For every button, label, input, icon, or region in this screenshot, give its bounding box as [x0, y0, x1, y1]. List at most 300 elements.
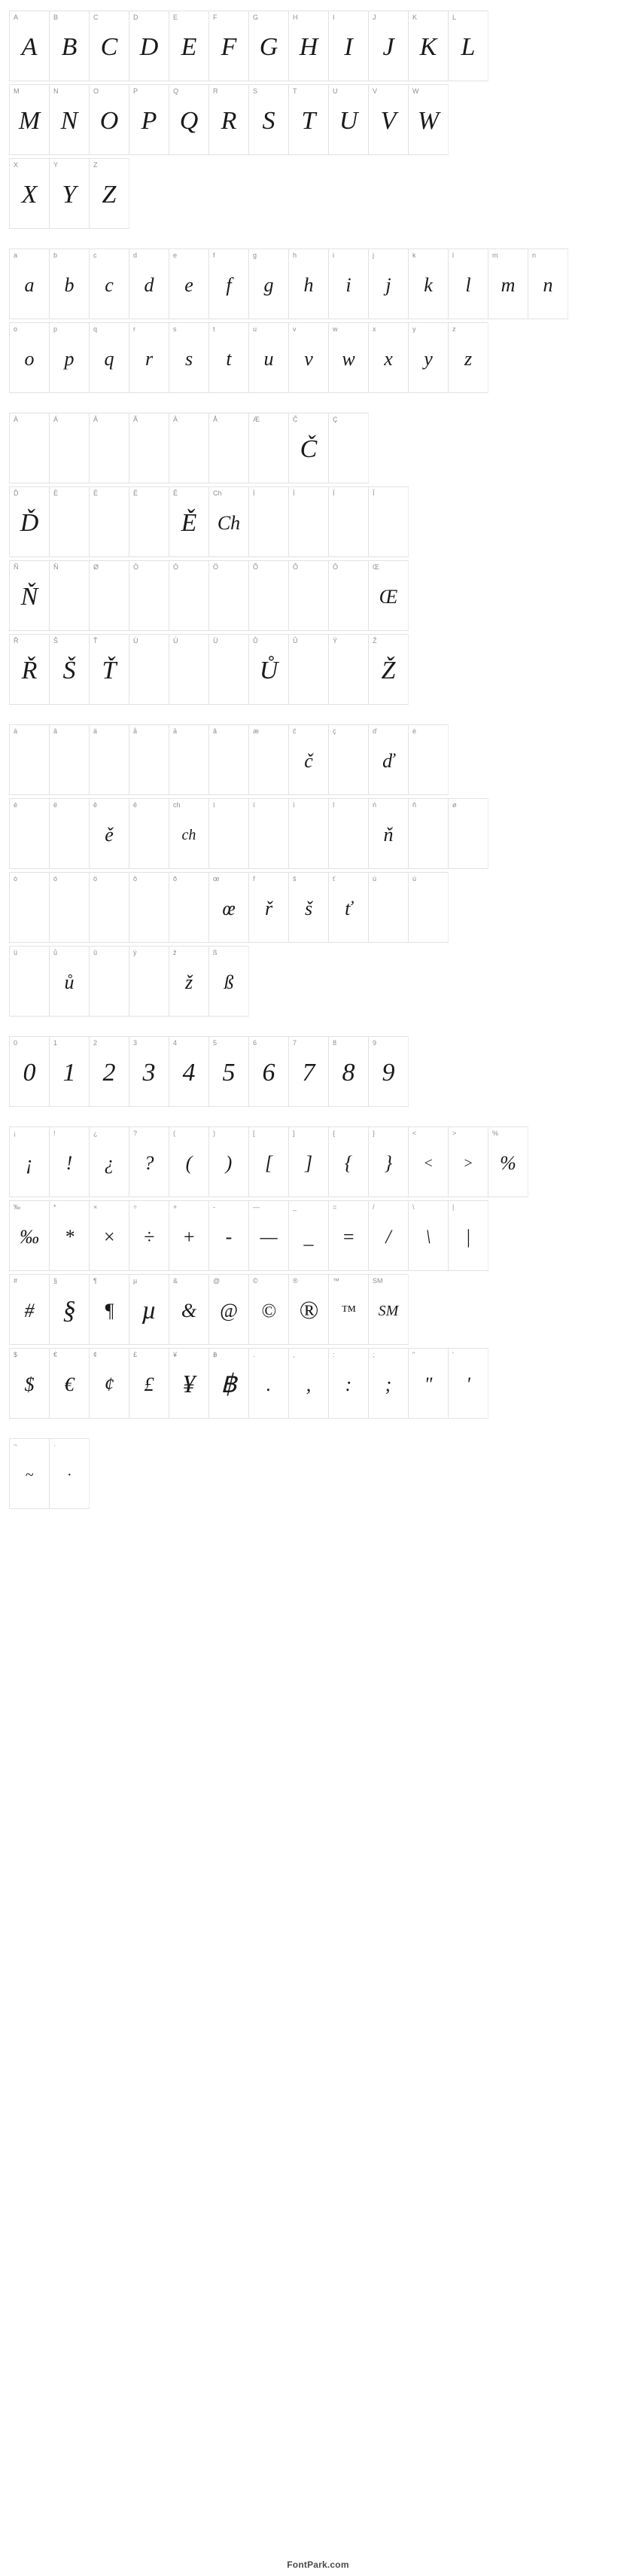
glyph-cell[interactable]	[129, 248, 169, 319]
glyph-cell[interactable]	[129, 1126, 169, 1197]
glyph-cell[interactable]	[368, 322, 409, 393]
glyph-preview: ;	[385, 1373, 392, 1395]
glyph-code-label: <	[412, 1129, 417, 1137]
glyph-cell[interactable]	[288, 486, 329, 557]
glyph-cell[interactable]	[129, 1036, 169, 1107]
glyph-cell[interactable]	[49, 1036, 90, 1107]
glyph-row-punctuation-2	[9, 1200, 636, 1271]
glyph-cell[interactable]	[9, 486, 50, 557]
glyph-preview: SM	[378, 1303, 399, 1319]
glyph-cell[interactable]	[368, 248, 409, 319]
glyph-cell[interactable]	[288, 413, 329, 483]
glyph-preview: <	[423, 1155, 434, 1172]
glyph-cell[interactable]	[49, 486, 90, 557]
glyph-cell[interactable]	[248, 872, 289, 943]
glyph-cell[interactable]	[288, 634, 329, 705]
glyph-row-accents-lower-2	[9, 798, 636, 869]
glyph-cell[interactable]	[49, 248, 90, 319]
glyph-cell[interactable]	[89, 798, 129, 869]
glyph-cell[interactable]	[368, 1126, 409, 1197]
glyph-cell[interactable]	[288, 1036, 329, 1107]
glyph-cell[interactable]	[288, 1348, 329, 1419]
glyph-cell[interactable]	[89, 322, 129, 393]
glyph-code-label: !	[53, 1129, 56, 1137]
glyph-cell[interactable]	[368, 1274, 409, 1345]
glyph-cell[interactable]	[248, 486, 289, 557]
glyph-cell[interactable]	[368, 84, 409, 155]
glyph-code-label: s	[173, 325, 177, 333]
glyph-code-label: Z	[93, 161, 98, 169]
glyph-cell[interactable]	[208, 634, 249, 705]
glyph-cell[interactable]	[208, 11, 249, 81]
glyph-row-symbols-1	[9, 1274, 636, 1345]
glyph-cell[interactable]	[169, 560, 209, 631]
glyph-cell[interactable]	[49, 84, 90, 155]
glyph-cell[interactable]	[169, 1348, 209, 1419]
glyph-cell[interactable]	[288, 84, 329, 155]
glyph-cell[interactable]	[288, 322, 329, 393]
glyph-code-label: g	[253, 252, 257, 259]
glyph-cell[interactable]	[408, 11, 449, 81]
glyph-code-label: l	[452, 252, 454, 259]
glyph-cell[interactable]	[49, 158, 90, 229]
glyph-cell[interactable]	[408, 1200, 449, 1271]
glyph-cell[interactable]	[408, 798, 449, 869]
glyph-cell[interactable]	[169, 1036, 209, 1107]
glyph-code-label: ]	[293, 1129, 295, 1137]
glyph-cell[interactable]	[248, 248, 289, 319]
glyph-preview: µ	[142, 1297, 157, 1325]
glyph-preview: ]	[304, 1152, 313, 1174]
glyph-cell[interactable]	[9, 1200, 50, 1271]
glyph-cell[interactable]	[408, 1348, 449, 1419]
glyph-cell[interactable]	[9, 634, 50, 705]
glyph-cell[interactable]	[9, 322, 50, 393]
glyph-preview: [	[264, 1152, 273, 1174]
glyph-cell[interactable]	[129, 560, 169, 631]
glyph-cell[interactable]	[248, 1126, 289, 1197]
glyph-code-label: 5	[213, 1039, 218, 1047]
glyph-cell[interactable]	[368, 798, 409, 869]
glyph-preview: ©	[261, 1300, 276, 1322]
glyph-cell[interactable]	[49, 634, 90, 705]
glyph-code-label: Ò	[133, 563, 139, 571]
glyph-cell[interactable]	[169, 322, 209, 393]
glyph-cell[interactable]	[208, 248, 249, 319]
glyph-code-label: &	[173, 1277, 178, 1285]
glyph-code-label: x	[373, 325, 376, 333]
glyph-cell[interactable]	[89, 1200, 129, 1271]
glyph-preview: +	[182, 1226, 196, 1248]
glyph-cell[interactable]	[89, 1036, 129, 1107]
glyph-preview: P	[141, 107, 157, 135]
glyph-cell[interactable]	[208, 946, 249, 1017]
glyph-row-currency	[9, 1348, 636, 1419]
glyph-cell[interactable]	[169, 634, 209, 705]
glyph-cell[interactable]	[9, 724, 50, 795]
glyph-cell[interactable]	[368, 486, 409, 557]
glyph-preview: œ	[222, 898, 236, 919]
glyph-code-label: |	[452, 1203, 455, 1211]
glyph-code-label: K	[412, 14, 418, 21]
glyph-code-label: Ó	[173, 563, 179, 571]
glyph-code-label: ò	[14, 875, 18, 883]
glyph-cell[interactable]	[49, 413, 90, 483]
glyph-cell[interactable]	[448, 11, 488, 81]
glyph-code-label: '	[452, 1351, 454, 1358]
glyph-cell[interactable]	[169, 84, 209, 155]
glyph-code-label: Č	[293, 416, 298, 423]
glyph-cell[interactable]	[328, 486, 369, 557]
glyph-cell[interactable]	[328, 872, 369, 943]
glyph-cell[interactable]	[129, 322, 169, 393]
glyph-cell[interactable]	[408, 322, 449, 393]
glyph-cell[interactable]	[288, 1200, 329, 1271]
glyph-cell[interactable]	[169, 798, 209, 869]
glyph-cell[interactable]	[328, 1274, 369, 1345]
glyph-cell[interactable]	[328, 798, 369, 869]
glyph-cell[interactable]	[248, 798, 289, 869]
glyph-preview: c	[105, 274, 114, 296]
glyph-cell[interactable]	[288, 1126, 329, 1197]
glyph-preview: ¢	[104, 1373, 114, 1395]
glyph-cell[interactable]	[368, 1036, 409, 1107]
glyph-cell[interactable]	[448, 248, 488, 319]
glyph-code-label: ä	[93, 727, 98, 735]
glyph-code-label: Ō	[333, 563, 339, 571]
glyph-cell[interactable]	[49, 724, 90, 795]
glyph-cell[interactable]	[49, 798, 90, 869]
glyph-cell[interactable]	[368, 1348, 409, 1419]
glyph-cell[interactable]	[129, 798, 169, 869]
glyph-cell[interactable]	[169, 11, 209, 81]
glyph-preview: N	[60, 107, 78, 135]
glyph-cell[interactable]	[129, 84, 169, 155]
glyph-code-label: ·	[53, 1441, 56, 1449]
glyph-cell[interactable]	[208, 322, 249, 393]
glyph-row-accents-upper-3	[9, 560, 636, 631]
glyph-cell[interactable]	[208, 1036, 249, 1107]
glyph-cell[interactable]	[328, 634, 369, 705]
glyph-preview: 3	[142, 1059, 156, 1087]
glyph-cell[interactable]	[208, 1200, 249, 1271]
glyph-cell[interactable]	[248, 1036, 289, 1107]
glyph-cell[interactable]	[89, 413, 129, 483]
glyph-cell[interactable]	[129, 1274, 169, 1345]
glyph-cell[interactable]	[9, 1348, 50, 1419]
glyph-cell[interactable]	[208, 486, 249, 557]
glyph-cell[interactable]	[328, 724, 369, 795]
glyph-cell[interactable]	[129, 1348, 169, 1419]
glyph-preview: ě	[105, 824, 114, 846]
glyph-code-label: Ý	[333, 637, 338, 645]
glyph-cell[interactable]	[89, 946, 129, 1017]
glyph-cell[interactable]	[49, 872, 90, 943]
glyph-preview: ™	[341, 1303, 356, 1319]
glyph-cell[interactable]	[89, 486, 129, 557]
glyph-cell[interactable]	[129, 872, 169, 943]
glyph-preview: -	[225, 1226, 233, 1248]
glyph-cell[interactable]	[49, 1438, 90, 1509]
glyph-code-label: SM	[373, 1277, 383, 1285]
glyph-code-label: Í	[293, 489, 295, 497]
glyph-cell[interactable]	[169, 248, 209, 319]
glyph-preview: m	[501, 274, 516, 296]
glyph-cell[interactable]	[368, 1200, 409, 1271]
glyph-cell[interactable]	[208, 872, 249, 943]
glyph-code-label: ç	[333, 727, 336, 735]
glyph-preview: I	[344, 33, 353, 61]
glyph-cell[interactable]	[89, 84, 129, 155]
glyph-cell[interactable]	[9, 158, 50, 229]
glyph-preview: ¥	[182, 1370, 196, 1398]
glyph-cell[interactable]	[129, 11, 169, 81]
glyph-cell[interactable]	[408, 1126, 449, 1197]
glyph-cell[interactable]	[89, 11, 129, 81]
glyph-cell[interactable]	[288, 724, 329, 795]
glyph-code-label: _	[293, 1203, 297, 1211]
glyph-preview: f	[226, 274, 232, 296]
glyph-preview: ß	[224, 971, 234, 993]
glyph-row-accents-lower-4	[9, 946, 636, 1017]
glyph-cell[interactable]	[9, 798, 50, 869]
glyph-preview: ť	[345, 898, 352, 919]
glyph-code-label: æ	[253, 727, 260, 735]
glyph-preview: ÷	[143, 1226, 155, 1248]
glyph-cell[interactable]	[248, 413, 289, 483]
glyph-code-label: Q	[173, 87, 179, 95]
glyph-cell[interactable]	[89, 872, 129, 943]
glyph-cell[interactable]	[9, 872, 50, 943]
glyph-cell[interactable]	[9, 1274, 50, 1345]
glyph-preview: S	[262, 107, 275, 135]
glyph-cell[interactable]	[129, 724, 169, 795]
glyph-preview: R	[221, 107, 237, 135]
glyph-cell[interactable]	[129, 486, 169, 557]
glyph-cell[interactable]	[49, 946, 90, 1017]
glyph-cell[interactable]	[448, 798, 488, 869]
glyph-cell[interactable]	[89, 560, 129, 631]
glyph-preview: _	[303, 1226, 314, 1248]
glyph-cell[interactable]	[328, 413, 369, 483]
glyph-cell[interactable]	[488, 248, 528, 319]
glyph-cell[interactable]	[208, 724, 249, 795]
glyph-preview: 4	[182, 1059, 196, 1087]
glyph-code-label: +	[173, 1203, 178, 1211]
glyph-cell[interactable]	[49, 1200, 90, 1271]
glyph-preview: Œ	[379, 586, 398, 608]
glyph-cell[interactable]	[89, 1348, 129, 1419]
glyph-cell[interactable]	[49, 560, 90, 631]
glyph-cell[interactable]	[408, 872, 449, 943]
glyph-cell[interactable]	[368, 11, 409, 81]
glyph-code-label: a	[14, 252, 18, 259]
glyph-cell[interactable]	[248, 322, 289, 393]
glyph-cell[interactable]	[169, 1200, 209, 1271]
glyph-code-label: ;	[373, 1351, 375, 1358]
glyph-cell[interactable]	[129, 1200, 169, 1271]
glyph-code-label: H	[293, 14, 298, 21]
glyph-cell[interactable]	[408, 724, 449, 795]
glyph-cell[interactable]	[248, 1348, 289, 1419]
glyph-code-label: ö	[93, 875, 98, 883]
glyph-cell[interactable]	[368, 560, 409, 631]
glyph-cell[interactable]	[248, 1200, 289, 1271]
glyph-cell[interactable]	[528, 248, 568, 319]
glyph-code-label: õ	[173, 875, 178, 883]
glyph-cell[interactable]	[248, 1274, 289, 1345]
glyph-cell[interactable]	[328, 1200, 369, 1271]
glyph-code-label: R	[213, 87, 218, 95]
glyph-cell[interactable]	[408, 248, 449, 319]
glyph-cell[interactable]	[248, 84, 289, 155]
glyph-cell[interactable]	[328, 1036, 369, 1107]
glyph-code-label: ~	[14, 1441, 18, 1449]
glyph-cell[interactable]	[208, 413, 249, 483]
glyph-code-label: Î	[373, 489, 375, 497]
glyph-cell[interactable]	[328, 248, 369, 319]
glyph-code-label: œ	[213, 875, 220, 883]
glyph-preview: ,	[306, 1373, 312, 1395]
glyph-cell[interactable]	[89, 634, 129, 705]
glyph-code-label: V	[373, 87, 378, 95]
glyph-preview: %	[500, 1152, 516, 1174]
glyph-cell[interactable]	[328, 1126, 369, 1197]
glyph-preview: b	[64, 274, 75, 296]
glyph-preview: o	[24, 348, 35, 370]
glyph-cell[interactable]	[448, 1200, 488, 1271]
glyph-cell[interactable]	[129, 946, 169, 1017]
glyph-cell[interactable]	[9, 560, 50, 631]
glyph-cell[interactable]	[288, 11, 329, 81]
glyph-cell[interactable]	[448, 1126, 488, 1197]
glyph-cell[interactable]	[328, 11, 369, 81]
glyph-code-label: Ø	[93, 563, 99, 571]
glyph-code-label: =	[333, 1203, 337, 1211]
glyph-cell[interactable]	[169, 724, 209, 795]
glyph-preview: x	[384, 348, 393, 370]
glyph-cell[interactable]	[89, 1126, 129, 1197]
glyph-cell[interactable]	[288, 248, 329, 319]
glyph-code-label: ø	[452, 801, 457, 809]
glyph-preview: )	[225, 1152, 233, 1174]
glyph-cell[interactable]	[49, 322, 90, 393]
glyph-cell[interactable]	[208, 1274, 249, 1345]
glyph-code-label: 9	[373, 1039, 377, 1047]
glyph-cell[interactable]	[9, 1036, 50, 1107]
glyph-cell[interactable]	[9, 248, 50, 319]
glyph-cell[interactable]	[49, 1348, 90, 1419]
glyph-cell[interactable]	[248, 11, 289, 81]
glyph-cell[interactable]	[169, 1126, 209, 1197]
glyph-code-label: À	[14, 416, 19, 423]
glyph-code-label: e	[173, 252, 178, 259]
glyph-preview: }	[384, 1152, 393, 1174]
glyph-cell[interactable]	[9, 413, 50, 483]
glyph-cell[interactable]	[288, 1274, 329, 1345]
glyph-cell[interactable]	[9, 946, 50, 1017]
site-watermark: FontPark.com	[287, 2559, 349, 2570]
glyph-preview: ×	[102, 1226, 116, 1248]
glyph-preview: r	[145, 348, 154, 370]
glyph-cell[interactable]	[49, 1274, 90, 1345]
glyph-cell[interactable]	[328, 322, 369, 393]
glyph-cell[interactable]	[368, 634, 409, 705]
glyph-cell[interactable]	[9, 1438, 50, 1509]
glyph-preview: ž	[184, 971, 193, 993]
glyph-cell[interactable]	[448, 1348, 488, 1419]
glyph-preview: €	[64, 1373, 75, 1395]
glyph-code-label: ,	[293, 1351, 295, 1358]
glyph-cell[interactable]	[448, 322, 488, 393]
glyph-code-label: Â	[93, 416, 99, 423]
glyph-code-label: Ú	[173, 637, 178, 645]
glyph-preview: n	[543, 274, 553, 296]
glyph-cell[interactable]	[89, 724, 129, 795]
glyph-cell[interactable]	[169, 1274, 209, 1345]
glyph-cell[interactable]	[328, 84, 369, 155]
glyph-cell[interactable]	[288, 560, 329, 631]
glyph-cell[interactable]	[129, 634, 169, 705]
glyph-cell[interactable]	[169, 413, 209, 483]
glyph-cell[interactable]	[208, 1348, 249, 1419]
glyph-cell[interactable]	[129, 413, 169, 483]
glyph-code-label: {	[333, 1129, 336, 1137]
glyph-cell[interactable]	[9, 11, 50, 81]
glyph-cell[interactable]	[408, 84, 449, 155]
glyph-cell[interactable]	[368, 724, 409, 795]
glyph-code-label: Ö	[213, 563, 219, 571]
glyph-code-label: %	[492, 1129, 499, 1137]
glyph-preview: A	[21, 33, 38, 61]
glyph-cell[interactable]	[328, 560, 369, 631]
glyph-cell[interactable]	[288, 798, 329, 869]
glyph-cell[interactable]	[368, 872, 409, 943]
glyph-cell[interactable]	[89, 158, 129, 229]
glyph-cell[interactable]	[488, 1126, 528, 1197]
glyph-code-label: €	[53, 1351, 58, 1358]
glyph-code-label: Ü	[213, 637, 218, 645]
glyph-code-label: S	[253, 87, 258, 95]
glyph-cell[interactable]	[288, 872, 329, 943]
glyph-cell[interactable]	[208, 798, 249, 869]
glyph-preview: Ň	[20, 583, 38, 611]
glyph-cell[interactable]	[208, 84, 249, 155]
glyph-cell[interactable]	[208, 1126, 249, 1197]
glyph-cell[interactable]	[248, 724, 289, 795]
glyph-code-label: D	[133, 14, 138, 21]
glyph-cell[interactable]	[169, 946, 209, 1017]
glyph-cell[interactable]	[9, 1126, 50, 1197]
glyph-cell[interactable]	[328, 1348, 369, 1419]
glyph-preview: {	[344, 1152, 353, 1174]
glyph-preview: \	[425, 1226, 431, 1248]
glyph-cell[interactable]	[49, 1126, 90, 1197]
glyph-cell[interactable]	[89, 248, 129, 319]
glyph-cell[interactable]	[248, 560, 289, 631]
glyph-cell[interactable]	[248, 634, 289, 705]
glyph-cell[interactable]	[169, 872, 209, 943]
glyph-code-label: q	[93, 325, 98, 333]
glyph-code-label: B	[53, 14, 59, 21]
glyph-cell[interactable]	[169, 486, 209, 557]
glyph-cell[interactable]	[9, 84, 50, 155]
glyph-cell[interactable]	[49, 11, 90, 81]
glyph-cell[interactable]	[89, 1274, 129, 1345]
glyph-cell[interactable]	[208, 560, 249, 631]
glyph-preview: $	[24, 1373, 35, 1395]
glyph-preview: L	[461, 33, 476, 61]
